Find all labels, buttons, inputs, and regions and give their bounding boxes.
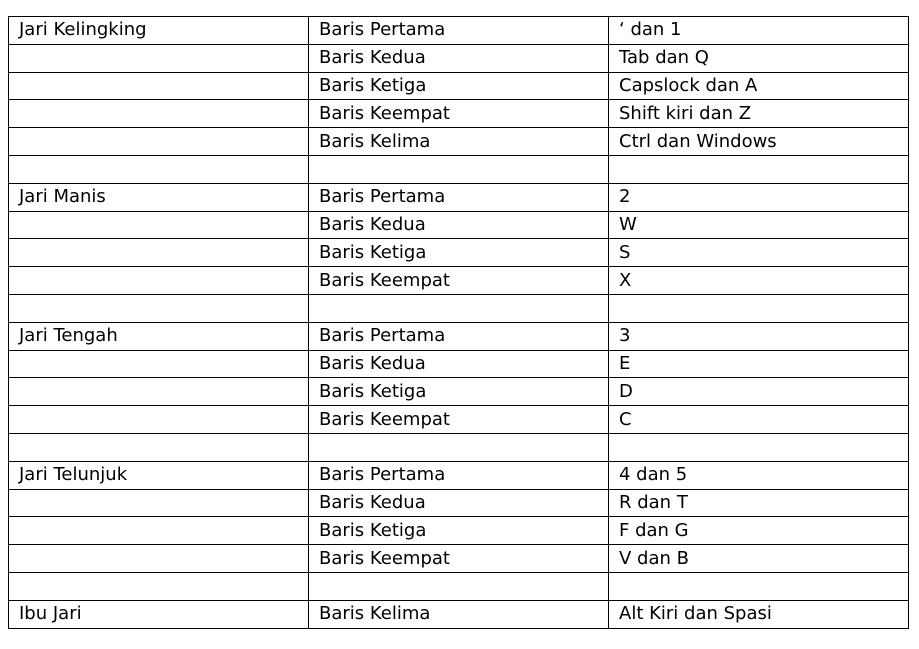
row-cell: Baris Pertama <box>309 461 609 489</box>
keys-cell: X <box>609 267 909 295</box>
keys-cell: 2 <box>609 183 909 211</box>
finger-cell: Jari Manis <box>9 183 309 211</box>
table-row <box>9 267 909 295</box>
row-cell: Baris Kelima <box>309 600 609 628</box>
finger-cell <box>9 72 309 100</box>
table-row <box>9 517 909 545</box>
finger-cell <box>9 294 309 322</box>
table-row <box>9 350 909 378</box>
row-cell: Baris Pertama <box>309 322 609 350</box>
row-cell: Baris Kedua <box>309 489 609 517</box>
table-row-spacer <box>9 572 909 600</box>
table-body <box>9 17 909 629</box>
row-cell: Baris Kedua <box>309 44 609 72</box>
table-row <box>9 100 909 128</box>
table-row <box>9 72 909 100</box>
row-cell: Baris Ketiga <box>309 239 609 267</box>
table-row <box>9 183 909 211</box>
keys-cell: Ctrl dan Windows <box>609 128 909 156</box>
finger-cell <box>9 100 309 128</box>
table-row <box>9 44 909 72</box>
finger-cell <box>9 378 309 406</box>
finger-cell <box>9 572 309 600</box>
keys-cell: E <box>609 350 909 378</box>
row-cell <box>309 433 609 461</box>
row-cell: Baris Keempat <box>309 406 609 434</box>
table-row <box>9 378 909 406</box>
keys-cell <box>609 155 909 183</box>
keys-cell: W <box>609 211 909 239</box>
finger-cell: Ibu Jari <box>9 600 309 628</box>
keys-cell: V dan B <box>609 545 909 573</box>
keys-cell: F dan G <box>609 517 909 545</box>
row-cell: Baris Keempat <box>309 100 609 128</box>
finger-cell <box>9 44 309 72</box>
table-row <box>9 461 909 489</box>
keys-cell: D <box>609 378 909 406</box>
finger-cell <box>9 489 309 517</box>
table-row <box>9 600 909 628</box>
row-cell: Baris Ketiga <box>309 517 609 545</box>
row-cell <box>309 572 609 600</box>
keys-cell: ‘ dan 1 <box>609 17 909 45</box>
keys-cell: R dan T <box>609 489 909 517</box>
finger-cell <box>9 211 309 239</box>
finger-cell <box>9 155 309 183</box>
table-row-spacer <box>9 155 909 183</box>
keys-cell <box>609 433 909 461</box>
row-cell: Baris Kedua <box>309 350 609 378</box>
row-cell: Baris Kelima <box>309 128 609 156</box>
keys-cell <box>609 572 909 600</box>
keys-cell: 3 <box>609 322 909 350</box>
keys-cell: S <box>609 239 909 267</box>
row-cell: Baris Pertama <box>309 17 609 45</box>
finger-cell <box>9 433 309 461</box>
row-cell: Baris Ketiga <box>309 378 609 406</box>
keys-cell: 4 dan 5 <box>609 461 909 489</box>
table-row <box>9 128 909 156</box>
finger-cell: Jari Kelingking <box>9 17 309 45</box>
keys-cell <box>609 294 909 322</box>
finger-cell <box>9 545 309 573</box>
row-cell: Baris Keempat <box>309 545 609 573</box>
row-cell: Baris Kedua <box>309 211 609 239</box>
keys-cell: Tab dan Q <box>609 44 909 72</box>
table-row <box>9 239 909 267</box>
finger-cell <box>9 128 309 156</box>
table-row-spacer <box>9 433 909 461</box>
row-cell <box>309 294 609 322</box>
keys-cell: Alt Kiri dan Spasi <box>609 600 909 628</box>
row-cell <box>309 155 609 183</box>
row-cell: Baris Ketiga <box>309 72 609 100</box>
table-row <box>9 211 909 239</box>
row-cell: Baris Pertama <box>309 183 609 211</box>
row-cell: Baris Keempat <box>309 267 609 295</box>
keys-cell: Capslock dan A <box>609 72 909 100</box>
finger-cell <box>9 267 309 295</box>
table-row <box>9 489 909 517</box>
finger-cell: Jari Telunjuk <box>9 461 309 489</box>
finger-keyboard-table <box>8 16 909 629</box>
finger-cell <box>9 517 309 545</box>
finger-cell: Jari Tengah <box>9 322 309 350</box>
finger-cell <box>9 350 309 378</box>
finger-cell <box>9 239 309 267</box>
table-row <box>9 17 909 45</box>
keys-cell: Shift kiri dan Z <box>609 100 909 128</box>
table-row <box>9 322 909 350</box>
finger-cell <box>9 406 309 434</box>
table-row <box>9 406 909 434</box>
table-row-spacer <box>9 294 909 322</box>
table-row <box>9 545 909 573</box>
keys-cell: C <box>609 406 909 434</box>
